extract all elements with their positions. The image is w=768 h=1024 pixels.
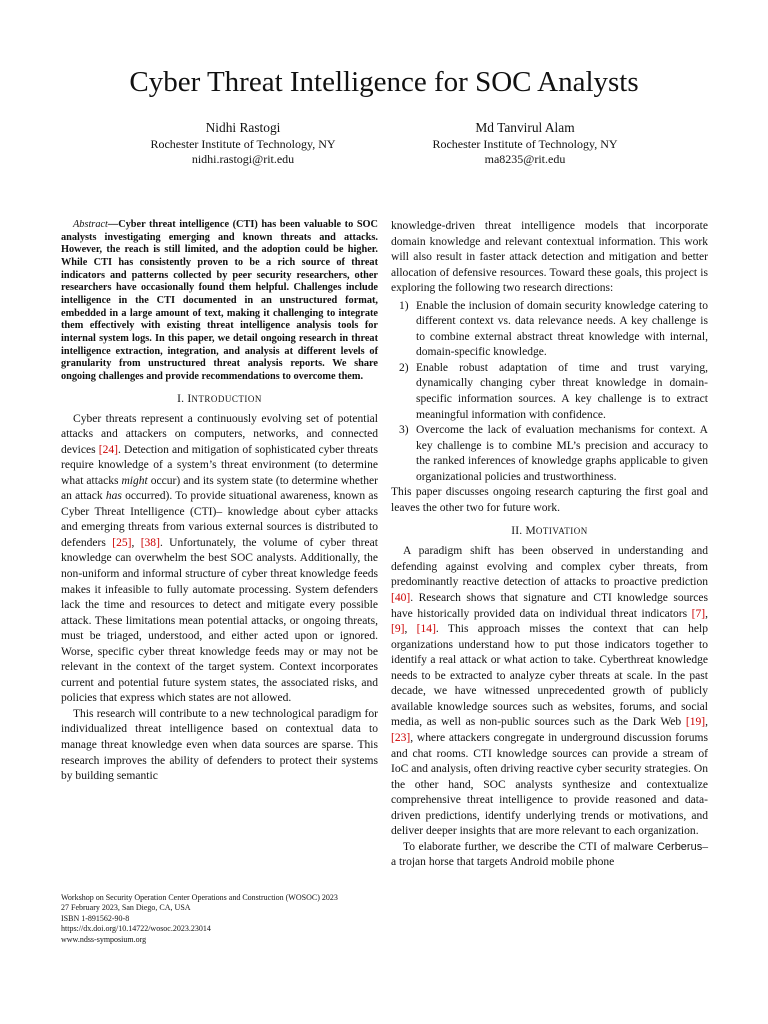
- author-block-1: [118, 119, 368, 167]
- discussion-paragraph: This paper discusses ongoing research capturing the first goal and leaves the other two for future work.: [391, 486, 708, 514]
- citation-link[interactable]: [9]: [391, 623, 405, 636]
- author-email: nidhi.rastogi@rit.edu: [191, 152, 295, 166]
- footer-doi-link[interactable]: https://dx.doi.org/10.14722/wosoc.2023.23014: [61, 924, 211, 934]
- list-item: 2) Enable robust adaptation of time and trust varying, dynamically changing cyber threat knowledge in domain-specific information sources. A key challenge is to extract meaningful information with confidence.: [399, 361, 708, 421]
- abstract-lead: Abstract: [73, 219, 108, 230]
- left-column: [61, 219, 378, 785]
- research-directions-list: [391, 299, 708, 486]
- citation-link[interactable]: [24]: [98, 443, 118, 456]
- motivation-paragraph-2: To elaborate further, we describe the CTI of malware Cerberus– a trojan horse that targets Android mobile phone: [391, 840, 708, 869]
- author-block-2: [400, 119, 650, 167]
- paper-title: Cyber Threat Intelligence for SOC Analysts: [129, 66, 639, 98]
- citation-link[interactable]: [38]: [140, 536, 160, 549]
- citation-link[interactable]: [25]: [112, 536, 132, 549]
- list-item: 1) Enable the inclusion of domain security knowledge catering to different context vs. data relevance needs. A key challenge is to combine external abstract threat knowledge with internal, domain-specific knowledge.: [399, 299, 708, 359]
- footer-line: 27 February 2023, San Diego, CA, USA: [61, 903, 191, 913]
- citation-link[interactable]: [40]: [391, 592, 411, 605]
- intro-paragraph-2-start: This research will contribute to a new technological paradigm for individualized threat intelligence based on contextual data to manage threat knowledge even when data sources are sparse. This research improves the ability of defenders to protect their systems by building semantic: [61, 707, 378, 783]
- abstract: [61, 219, 378, 384]
- footer-line: Workshop on Security Operation Center Operations and Construction (WOSOC) 2023: [61, 893, 338, 902]
- abstract-body: —Cyber threat intelligence (CTI) has been valuable to SOC analysts investigating emerging and known threats and attacks. However, the reach is still limited, and the adoption could be higher. While CTI has consistently proven to be a rich source of threat indicators and patterns collected by peer security researchers, other researchers have occasionally found them helpful. Challenges include intelligence in the CTI documented in an unstructured format, embedded in a large amount of text, making it challenging to integrate them effectively with existing threat intelligence analysis tools for internal system logs. In this paper, we detail ongoing research in threat intelligence extraction, integration, and analysis at different levels of granularity from unstructured threat analysis reports. We share ongoing challenges and provide recommendations to overcome them.: [61, 219, 378, 382]
- intro-paragraph-1: Cyber threats represent a continuously evolving set of potential attacks and attackers on computers, networks, and connected devices [24]. Detection and mitigation of sophisticated cyber threats require knowledge of a system’s threat environment (to determine what attacks might occur) and its system state (to determine whether an attack has occurred). To provide situational awareness, known as Cyber Threat Intelligence (CTI)– knowledge about cyber attacks and emerging threats from various external sources is distributed to defenders [25], [38]. Unfortunately, the volume of cyber threat knowledge can overwhelm the best SOC analysts. Additionally, the non-uniform and informal structure of cyber threat knowledge feeds makes it infeasible to fully automate processing. System defenders lack the time and resources to detect and mitigate every possible attack. These limitations mean potential attacks, or ongoing threats, must be triaged, understood, and either acted upon or ignored. Worse, specific cyber threat knowledge feeds may or may not be relevant in the context of the target system. Context incorporates current and potential future system states, the associated risks, and policies that express which states are not allowed.: [61, 412, 378, 705]
- citation-link[interactable]: [7]: [691, 607, 706, 620]
- motivation-paragraph-1: A paradigm shift has been observed in understanding and defending against evolving and complex cyber threats, from predominantly reactive detection of attacks to proactive prediction [40]. Research shows that signature and CTI knowledge sources have historically provided data on individual threat indicators [7], [9], [14]. This approach misses the context that can help organizations understand how to put those indicators together to identify a real attack or what action to take. Cyberthreat knowledge needs to be extracted to analyze cyber threats at scale. In the past decade, we have witnessed unprecedented growth of publicly available knowledge sources such as websites, forums, and social media, as well as non-public sources such as the Dark Web [19], [23], where attackers congregate in underground discussion forums and chat rooms. CTI knowledge sources can provide a stream of IoC and analysis, often driving reactive cyber security strategies. On the other hand, SOC analysts synthesize and contextualize comprehensive threat intelligence to provide reasoned and data-driven predictions, identify underlying trends or motivations, and deliver deeper insights that are more relevant to each organization.: [391, 545, 708, 838]
- section-heading-introduction: I. INTRODUCTION: [177, 392, 262, 405]
- author-affiliation: Rochester Institute of Technology, NY: [150, 137, 336, 151]
- footer-line: ISBN 1-891562-90-8: [61, 913, 130, 923]
- citation-link[interactable]: [23]: [391, 731, 411, 744]
- malware-name: Cerberus: [656, 840, 703, 853]
- section-heading-motivation: II. MOTIVATION: [511, 525, 588, 538]
- author-name: Md Tanvirul Alam: [475, 120, 575, 135]
- intro-paragraph-2-continued: knowledge-driven threat intelligence models that incorporate domain knowledge and relevant contextual information. This work will also result in faster attack detection and mitigation and better allocation of defensive resources. Toward these goals, this project is exploring the following two research directions:: [391, 220, 708, 295]
- author-email: ma8235@rit.edu: [484, 152, 566, 166]
- author-affiliation: Rochester Institute of Technology, NY: [432, 137, 618, 151]
- citation-link[interactable]: [19]: [685, 716, 706, 729]
- footer-website-link[interactable]: www.ndss-symposium.org: [61, 934, 147, 944]
- citation-link[interactable]: [14]: [416, 623, 436, 636]
- right-column: [391, 219, 708, 871]
- author-name: Nidhi Rastogi: [205, 120, 281, 135]
- footnote-venue: [61, 893, 381, 945]
- list-item: 3) Overcome the lack of evaluation mechanisms for context. A key challenge is to combine ML’s precision and accuracy to the ranked inferences of knowledge graphs applicable to given organizational policies and trustworthiness.: [399, 424, 708, 483]
